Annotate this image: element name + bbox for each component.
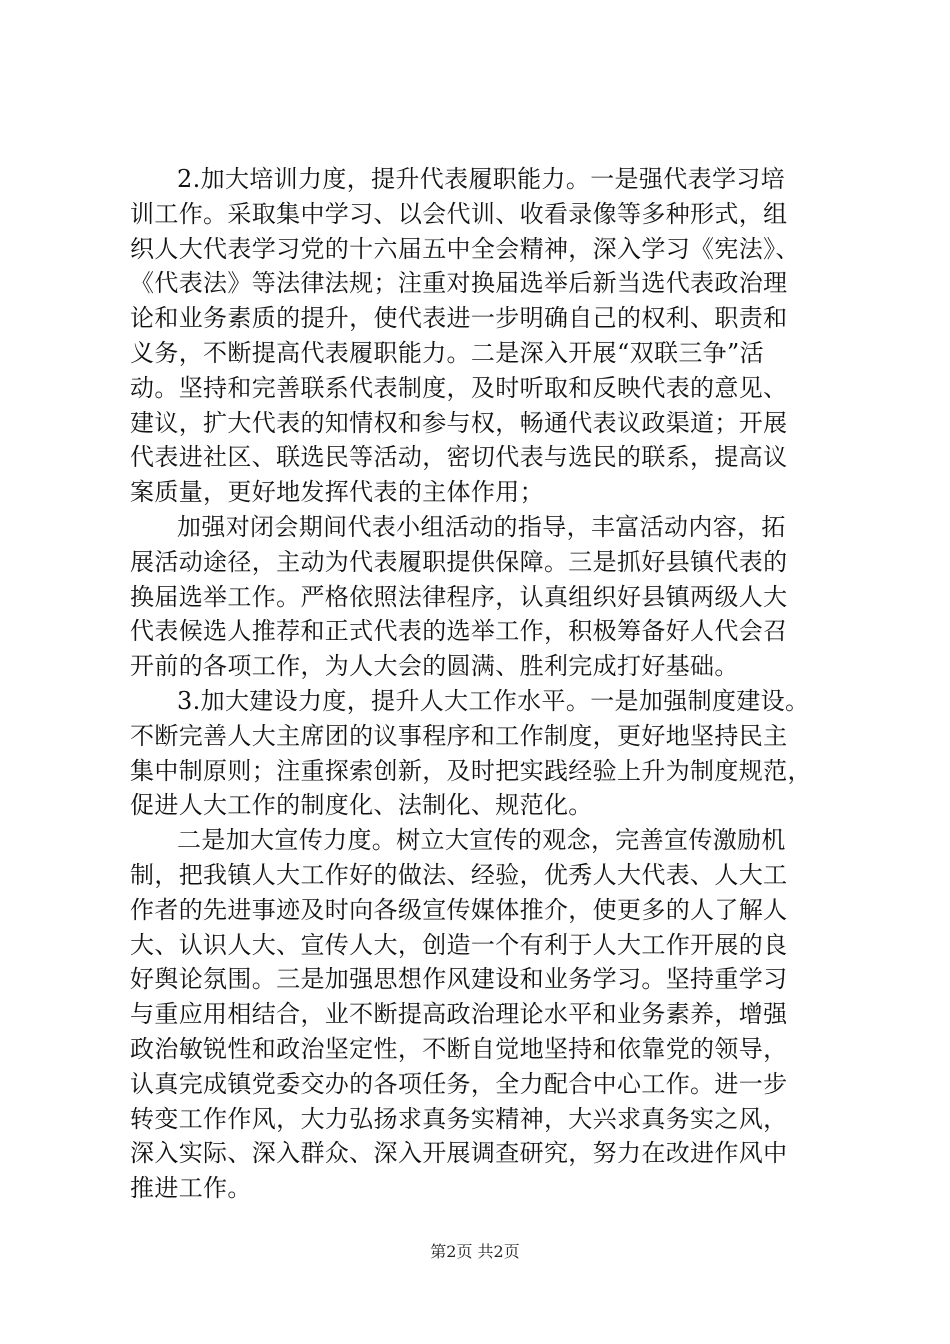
text-line: 义务，不断提高代表履职能力。二是深入开展“双联三争”活 [130, 338, 764, 367]
text-line: 《代表法》等法律法规；注重对换届选举后新当选代表政治理 [130, 269, 788, 298]
text-line: 不断完善人大主席团的议事程序和工作制度，更好地坚持民主 [130, 721, 788, 750]
text-line: 织人大代表学习党的十六届五中全会精神，深入学习《宪法》、 [130, 234, 800, 263]
text-line: 推进工作。 [130, 1174, 252, 1203]
text-line: 集中制原则；注重探索创新，及时把实践经验上升为制度规范， [130, 756, 812, 785]
text-line: 换届选举工作。严格依照法律程序，认真组织好县镇两级人大 [130, 582, 788, 611]
text-line: 代表进社区、联选民等活动，密切代表与选民的联系，提高议 [130, 443, 788, 472]
page-indicator: 第2页 共2页 [430, 1242, 520, 1261]
text-line: 深入实际、深入群众、深入开展调查研究，努力在改进作风中 [130, 1139, 788, 1168]
text-line: 动。坚持和完善联系代表制度，及时听取和反映代表的意见、 [130, 373, 788, 402]
text-line: 建议，扩大代表的知情权和参与权，畅通代表议政渠道；开展 [130, 408, 788, 437]
text-line: 好舆论氛围。三是加强思想作风建设和业务学习。坚持重学习 [130, 965, 788, 994]
text-line: 案质量，更好地发挥代表的主体作用； [130, 478, 544, 507]
text-line: 二是加大宣传力度。树立大宣传的观念，完善宣传激励机 [177, 826, 786, 855]
text-line: 认真完成镇党委交办的各项任务，全力配合中心工作。进一步 [130, 1069, 788, 1098]
text-line: 论和业务素质的提升，使代表进一步明确自己的权利、职责和 [130, 304, 788, 333]
text-line: 2.加大培训力度，提升代表履职能力。一是强代表学习培 [177, 165, 785, 193]
text-line: 训工作。采取集中学习、以会代训、收看录像等多种形式，组 [130, 199, 788, 228]
text-line: 开前的各项工作，为人大会的圆满、胜利完成打好基础。 [130, 652, 739, 681]
text-line: 与重应用相结合，业不断提高政治理论水平和业务素养，增强 [130, 1000, 788, 1029]
text-line: 展活动途径，主动为代表履职提供保障。三是抓好县镇代表的 [130, 547, 788, 576]
text-line: 3.加大建设力度，提升人大工作水平。一是加强制度建设。 [177, 686, 810, 715]
page-footer [0, 1242, 950, 1262]
document-body [130, 162, 850, 1206]
text-line: 作者的先进事迹及时向各级宣传媒体推介，使更多的人了解人 [130, 895, 788, 924]
text-line: 加强对闭会期间代表小组活动的指导，丰富活动内容，拓 [177, 512, 786, 541]
text-line: 制，把我镇人大工作好的做法、经验，优秀人大代表、人大工 [130, 860, 788, 889]
text-line: 大、认识人大、宣传人大，创造一个有利于人大工作开展的良 [130, 930, 788, 959]
text-line: 代表候选人推荐和正式代表的选举工作，积极筹备好人代会召 [130, 617, 788, 646]
text-line: 政治敏锐性和政治坚定性，不断自觉地坚持和依靠党的领导， [130, 1034, 788, 1063]
text-line: 转变工作作风，大力弘扬求真务实精神，大兴求真务实之风， [130, 1104, 788, 1133]
text-line: 促进人大工作的制度化、法制化、规范化。 [130, 791, 593, 820]
